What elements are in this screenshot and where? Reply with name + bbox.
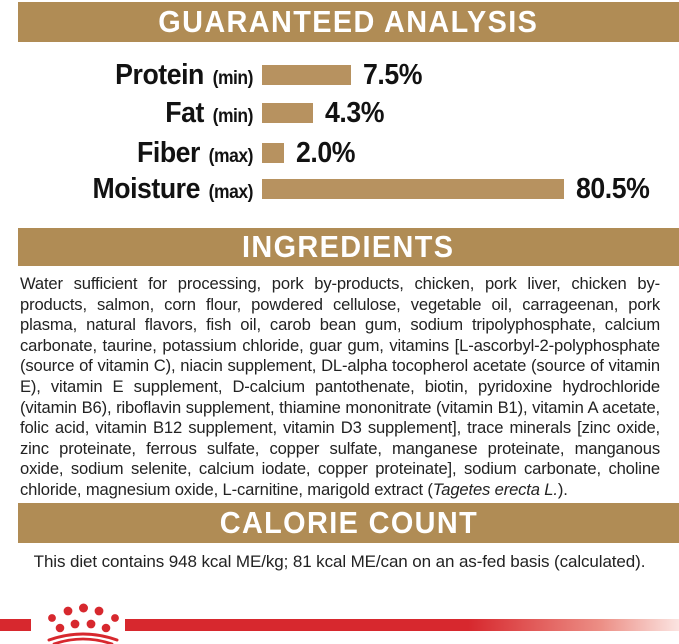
royal-canin-crown-icon — [45, 597, 121, 644]
nutrient-value: 7.5% — [363, 58, 422, 91]
calorie-count-title: CALORIE COUNT — [219, 505, 478, 540]
ingredients-header — [18, 228, 679, 266]
nutrient-label — [20, 59, 253, 92]
brand-banner-bar-right — [125, 619, 679, 631]
nutrient-label — [20, 137, 253, 170]
nutrient-name: Moisture — [92, 172, 200, 205]
nutrient-label — [20, 173, 253, 206]
nutrient-value: 2.0% — [296, 136, 355, 169]
nutrient-qualifier: (min) — [212, 67, 253, 89]
nutrient-bar — [262, 65, 351, 85]
ingredients-text — [20, 274, 660, 501]
ingredients-title: INGREDIENTS — [242, 229, 455, 264]
nutrient-bar — [262, 179, 564, 199]
nutrient-bar — [262, 103, 313, 123]
nutrient-name: Protein — [115, 58, 204, 91]
ingredients-text-main: Water sufficient for processing, pork by-products, chicken, pork liver, chicken by-products, salmon, corn flour, powdered cellulose, vegetable oil, carrageenan, pork plasma, natural flavors, fish oil, carob bean gum, sodium tripolyphosphate, calcium carbonate, taurine, potassium chloride, guar gum, vitamins [L-ascorbyl-2-polyphosphate (source of vitamin C), niacin supplement, DL-alpha tocopherol acetate (source of vitamin E), vitamin E supplement, D-calcium pantothenate, biotin, pyridoxine hydrochloride (vitamin B6), riboflavin supplement, thiamine mononitrate (vitamin B1), vitamin A acetate, folic acid, vitamin B12 supplement, vitamin D3 supplement], trace minerals [zinc oxide, zinc proteinate, ferrous sulfate, copper sulfate, manganese proteinate, manganous oxide, sodium selenite, calcium iodate, copper proteinate], sodium carbonate, choline chloride, magnesium oxide, L-carnitine, marigold extract ( — [20, 274, 660, 499]
analysis-row-protein — [0, 58, 427, 91]
nutrient-qualifier: (max) — [208, 181, 253, 203]
ingredients-species-italic: Tagetes erecta L. — [432, 479, 558, 499]
calorie-count-header — [18, 503, 679, 543]
nutrient-name: Fat — [165, 96, 204, 129]
analysis-row-moisture — [0, 172, 656, 205]
analysis-row-fiber — [0, 136, 360, 169]
nutrient-bar — [262, 143, 284, 163]
calorie-count-text: This diet contains 948 kcal ME/kg; 81 kcal ME/can on an as-fed basis (calculated). — [33, 552, 646, 571]
nutrient-qualifier: (min) — [212, 105, 253, 127]
analysis-row-fat — [0, 96, 389, 129]
guaranteed-analysis-header — [18, 2, 679, 42]
nutrient-value: 4.3% — [325, 96, 384, 129]
nutrient-qualifier: (max) — [208, 145, 253, 167]
nutrient-label — [20, 97, 253, 130]
brand-banner-bar-left — [0, 619, 31, 631]
nutrient-value: 80.5% — [576, 172, 650, 205]
nutrient-name: Fiber — [137, 136, 200, 169]
ingredients-text-tail: ). — [557, 479, 568, 499]
guaranteed-analysis-title: GUARANTEED ANALYSIS — [158, 4, 539, 39]
